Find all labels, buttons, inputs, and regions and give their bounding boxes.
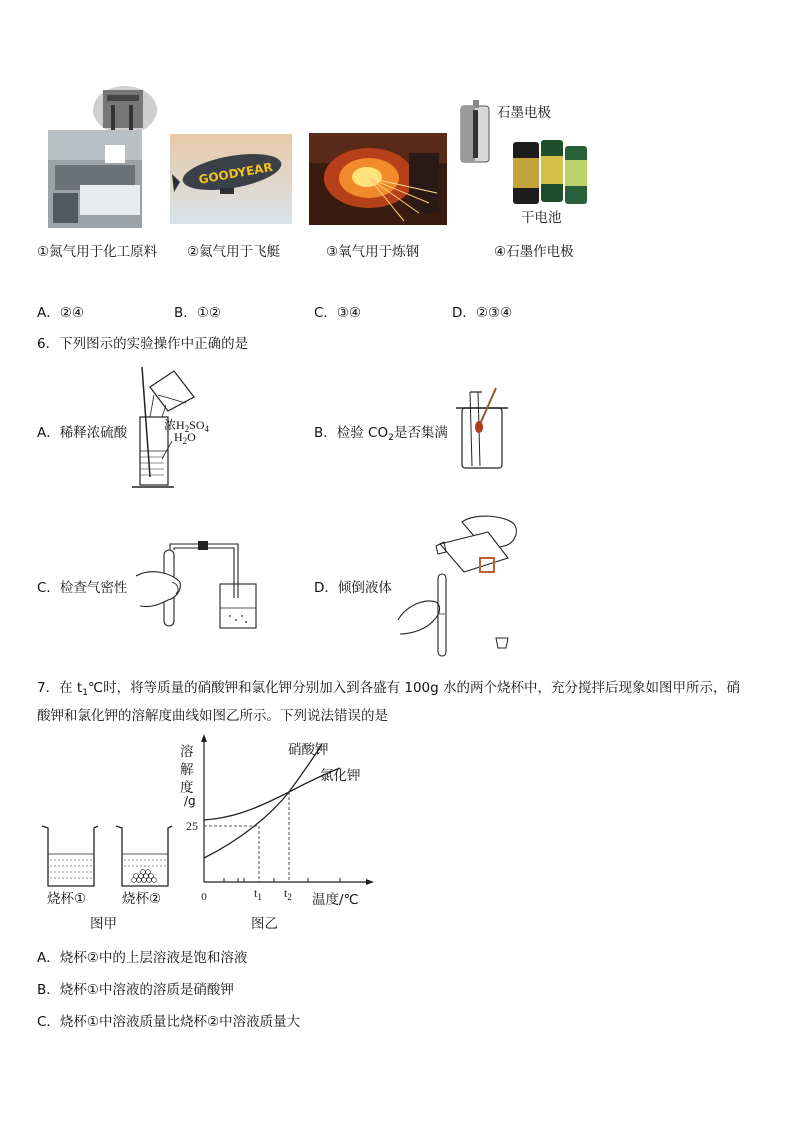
beaker-2-label: 烧杯② — [122, 891, 162, 907]
y-axis-label-char-4: /g — [184, 794, 196, 808]
figure-jia-label: 图甲 — [90, 916, 117, 932]
q6-option-d-label: D．倾倒液体 — [314, 580, 392, 596]
pour-liquid-diagram — [396, 510, 526, 660]
battery-diagram — [455, 96, 605, 226]
factory-photo — [45, 85, 157, 230]
q7-option-c: C．烧杯①中溶液质量比烧杯②中溶液质量大 — [37, 1014, 301, 1030]
beaker-2-diagram — [114, 824, 174, 888]
origin-label: 0 — [201, 891, 207, 903]
beaker-1-diagram — [40, 824, 100, 888]
q5-option-d: D．②③④ — [452, 305, 513, 321]
beaker-1-label: 烧杯① — [47, 891, 87, 907]
steelmaking-photo — [309, 133, 447, 225]
q7-stem-line2: 酸钾和氯化钾的溶解度曲线如图乙所示。下列说法错误的是 — [37, 708, 388, 724]
blimp-text: GOODYEAR — [197, 159, 274, 187]
caption-1: ①氮气用于化工原料 — [37, 244, 158, 260]
series-label-kno3: 硝酸钾 — [288, 742, 329, 758]
dilute-sulfuric-acid-diagram — [128, 365, 238, 495]
q5-option-a: A．②④ — [37, 305, 84, 321]
q6-stem: 6．下列图示的实验操作中正确的是 — [37, 336, 249, 352]
q6-option-a-label: A．稀释浓硫酸 — [37, 425, 128, 441]
x-tick-label-t2: $t_2$ — [284, 886, 292, 902]
caption-4: ④石墨作电极 — [494, 244, 574, 260]
y-axis-label-char-3: 度 — [180, 780, 194, 796]
co2-test-diagram — [452, 386, 510, 472]
series-line-kno3 — [204, 744, 322, 858]
blimp-photo — [170, 134, 292, 224]
x-axis-label: 温度/℃ — [312, 892, 359, 908]
caption-3: ③氧气用于炼钢 — [326, 244, 420, 260]
q5-option-c: C．③④ — [314, 305, 362, 321]
graphite-electrode-label: 石墨电极 — [497, 105, 551, 121]
q7-option-a: A．烧杯②中的上层溶液是饱和溶液 — [37, 950, 248, 966]
x-tick-label-t1: $t_1$ — [254, 886, 262, 902]
q7-stem-line1: 7．在 $t_1℃$时，将等质量的硝酸钾和氯化钾分别加入到各盛有 100g 水的两个烧杯中，充分搅拌后现象如图甲所示，硝 — [37, 680, 741, 698]
solubility-chart — [180, 732, 380, 907]
q6-option-c-label: C．检查气密性 — [37, 580, 128, 596]
airtightness-check-diagram — [130, 538, 260, 633]
q7-option-b: B．烧杯①中溶液的溶质是硝酸钾 — [37, 982, 234, 998]
water-label: $H_2O$ — [174, 430, 196, 446]
dry-cell-label: 干电池 — [521, 210, 562, 226]
q6-option-b-label: B．检验 $CO_2$是否集满 — [314, 425, 448, 443]
series-label-kcl: 氯化钾 — [320, 768, 361, 784]
y-tick-label-25: 25 — [186, 819, 198, 833]
q5-option-b: B．①② — [174, 305, 221, 321]
y-axis-label-char-2: 解 — [180, 762, 194, 778]
figure-yi-label: 图乙 — [251, 916, 278, 932]
conc-h2so4-label: 浓$H_2SO_4$ — [164, 418, 210, 434]
y-axis-label-char-1: 溶 — [180, 744, 194, 760]
caption-2: ②氦气用于飞艇 — [187, 244, 281, 260]
